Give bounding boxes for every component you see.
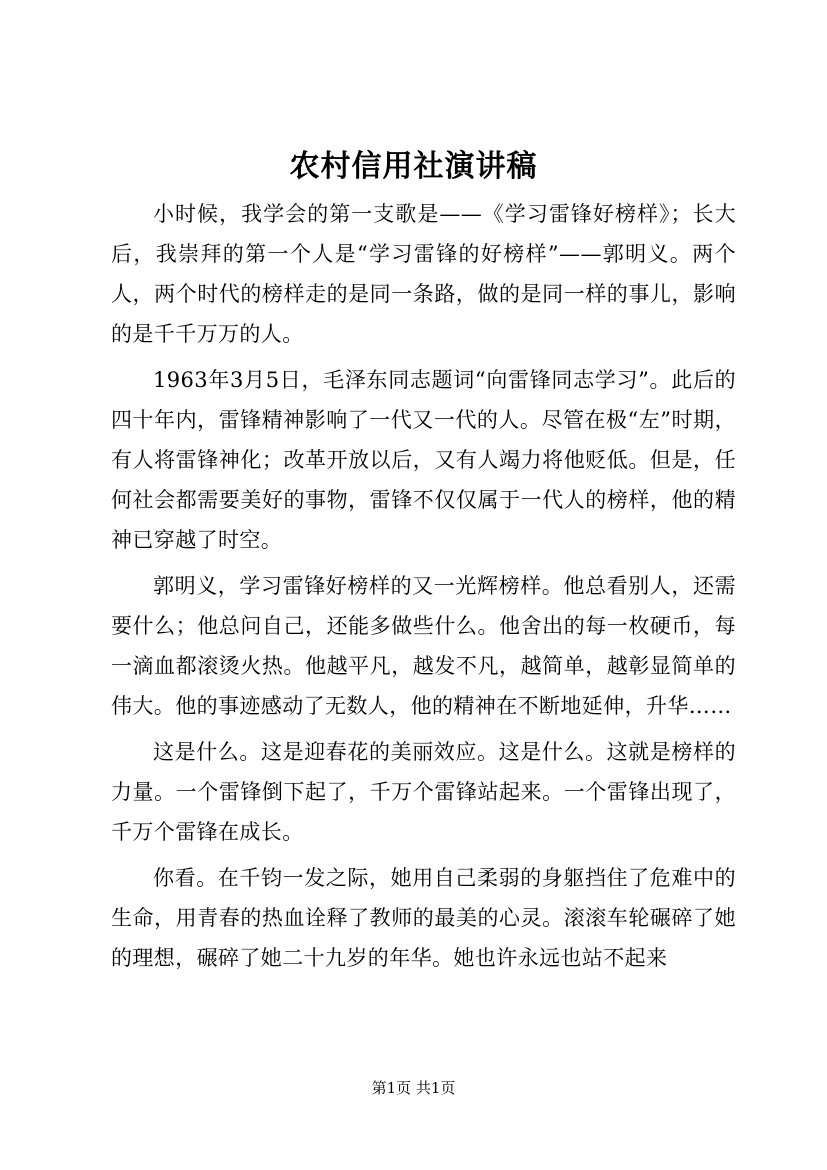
page-footer: 第1页 共1页 — [371, 1079, 456, 1097]
document-body — [111, 194, 736, 984]
document-title: 农村信用社演讲稿 — [289, 149, 538, 184]
paragraph-5: 你看。在千钧一发之际，她用自己柔弱的身躯挡住了危难中的生命，用青春的热血诠释了教师的最美的心灵。滚滚车轮碾碎了她的理想，碾碎了她二十九岁的年华。她也许永远也站不起来 — [111, 866, 736, 970]
paragraph-3: 郭明义，学习雷锋好榜样的又一光辉榜样。他总看别人，还需要什么；他总问自己，还能多做些什么。他舍出的每一枚硬币，每一滴血都滚烫火热。他越平凡，越发不凡，越简单，越彰显简单的伟大。他的事迹感动了无数人，他的精神在不断地延伸，升华…… — [111, 574, 736, 718]
paragraph-1: 小时候，我学会的第一支歌是——《学习雷锋好榜样》；长大后，我崇拜的第一个人是“学习雷锋的好榜样”——郭明义。两个人，两个时代的榜样走的是同一条路，做的是同一样的事儿，影响的是千千万万的人。 — [111, 202, 736, 346]
paragraph-2: 1963年3月5日，毛泽东同志题词“向雷锋同志学习”。此后的四十年内，雷锋精神影响了一代又一代的人。尽管在极“左”时期，有人将雷锋神化；改革开放以后，又有人竭力将他贬低。但是，任何社会都需要美好的事物，雷锋不仅仅属于一代人的榜样，他的精神已穿越了时空。 — [111, 368, 736, 552]
paragraph-4: 这是什么。这是迎春花的美丽效应。这是什么。这就是榜样的力量。一个雷锋倒下起了，千万个雷锋站起来。一个雷锋出现了，千万个雷锋在成长。 — [111, 740, 736, 844]
